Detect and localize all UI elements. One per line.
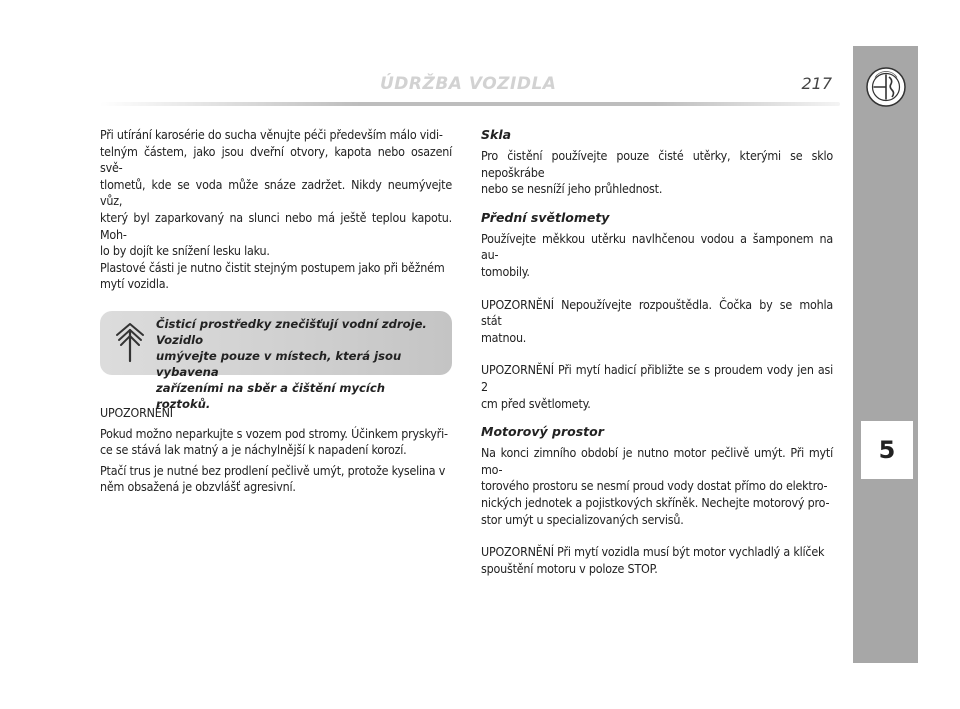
- text-line: torového prostoru se nesmí proud vody dostat přímo do elektro-: [481, 478, 828, 494]
- text-line: který byl zaparkovaný na slunci nebo má ještě teplou kapotu. Moh-: [100, 209, 452, 242]
- chapter-tab: [861, 421, 913, 479]
- warning-heading: UPOZORNĚNÍ: [100, 404, 173, 420]
- page-number: 217: [801, 74, 832, 93]
- environment-callout: [100, 311, 452, 411]
- text-line: UPOZORNĚNÍ Nepoužívejte rozpouštědla. Čočka by se mohla stát: [481, 296, 833, 329]
- text-line: tomobily.: [481, 263, 530, 279]
- text-line: cm před světlomety.: [481, 395, 591, 411]
- left-column: [100, 127, 452, 496]
- text-line: UPOZORNĚNÍ Při mytí vozidla musí být motor vychladlý a klíček: [481, 544, 825, 560]
- text-line: Plastové části je nutno čistit stejným postupem jako při běžném: [100, 259, 445, 275]
- page-header: [100, 60, 840, 100]
- callout-text: [156, 316, 440, 412]
- warning-paragraph-birds: [100, 463, 452, 496]
- header-rule: [100, 102, 840, 106]
- environment-warning-icon: [114, 321, 146, 363]
- text-line: nebo se nesníží jeho průhlednost.: [481, 181, 663, 197]
- chapter-number: 5: [878, 436, 896, 464]
- chapter-sidebar: [853, 46, 918, 663]
- alfa-romeo-badge-icon: [866, 67, 906, 107]
- right-column: [481, 127, 833, 577]
- text-line: nických jednotek a pojistkových skříněk. Nechejte motorový pro-: [481, 494, 830, 510]
- text-line: telným částem, jako jsou dveřní otvory, kapota nebo osazení svě-: [100, 143, 452, 176]
- heading-glass: Skla: [481, 127, 512, 142]
- text-line: matnou.: [481, 329, 527, 345]
- text-line: tlometů, kde se voda může snáze zadržet. Nikdy neumývejte vůz,: [100, 176, 452, 209]
- text-line: Při utírání karosérie do sucha věnujte péči především málo vidi-: [100, 127, 443, 142]
- text-line: UPOZORNĚNÍ Při mytí hadicí přibližte se s proudem vody jen asi 2: [481, 362, 833, 394]
- text-line: stor umýt u specializovaných servisů.: [481, 511, 684, 527]
- heading-engine: Motorový prostor: [481, 424, 604, 440]
- text-line: Pro čistění používejte pouze čisté utěrky, kterými se sklo nepoškrábe: [481, 148, 833, 180]
- text-line: spouštění motoru v poloze STOP.: [481, 560, 658, 576]
- callout-line: Čisticí prostředky znečišťují vodní zdroje. Vozidlo: [156, 316, 427, 347]
- heading-headlights: Přední světlomety: [481, 209, 610, 225]
- text-line: Pokud možno neparkujte s vozem pod stromy. Účinkem pryskyři-: [100, 425, 448, 441]
- callout-line: umývejte pouze v místech, která jsou vybavena: [156, 348, 402, 379]
- section-title: ÚDRŽBA VOZIDLA: [380, 74, 557, 94]
- text-line: lo by dojít ke snížení lesku laku.: [100, 243, 270, 259]
- drying-paragraph: [100, 127, 452, 293]
- text-line: mytí vozidla.: [100, 276, 169, 292]
- text-line: Používejte měkkou utěrku navlhčenou vodou a šamponem na au-: [481, 230, 833, 263]
- warning-paragraph-trees: [100, 426, 452, 459]
- callout-line: zařízeními na sběr a čištění mycích roztoků.: [156, 380, 386, 411]
- text-line: Na konci zimního období je nutno motor pečlivě umýt. Při mytí mo-: [481, 445, 833, 477]
- text-line: Ptačí trus je nutné bez prodlení pečlivě umýt, protože kyselina v: [100, 462, 446, 478]
- text-line: ce se stává lak matný a je náchylnější k napadení korozí.: [100, 442, 407, 458]
- text-line: něm obsažená je obzvlášť agresivní.: [100, 479, 296, 495]
